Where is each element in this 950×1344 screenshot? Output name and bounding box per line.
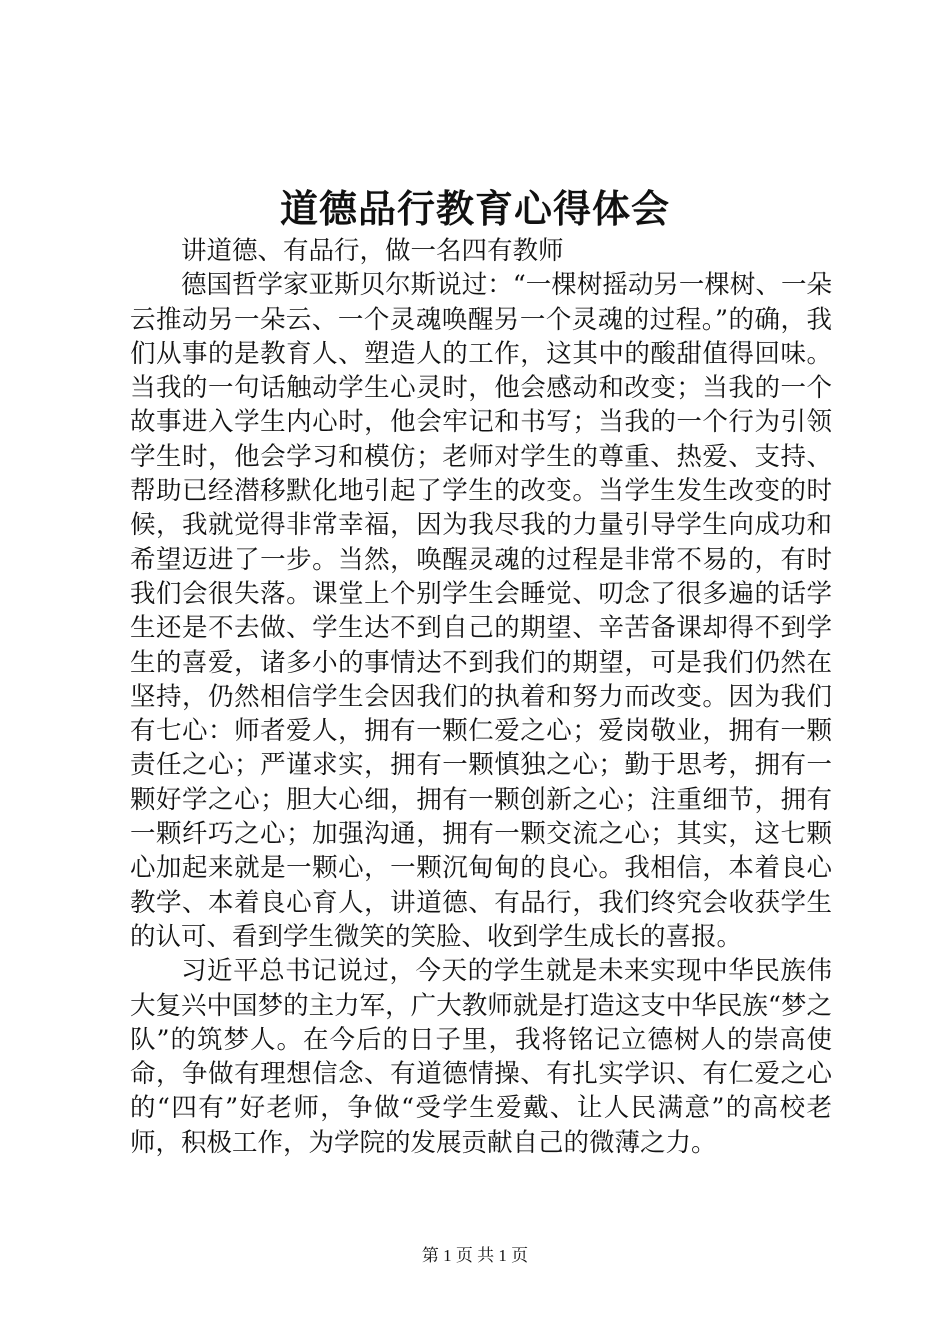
body-paragraph-1: 德国哲学家亚斯贝尔斯说过：“一棵树摇动另一棵树、一朵云推动另一朵云、一个灵魂唤醒另一个灵魂的过程。”的确，我们从事的是教育人、塑造人的工作，这其中的酸甜值得回味。当我的一句话触动学生心灵时，他会感动和改变；当我的一个故事进入学生内心时，他会牢记和书写；当我的一个行为引领学生时，他会学习和模仿；老师对学生的尊重、热爱、支持、帮助已经潜移默化地引起了学生的改变。当学生发生改变的时候，我就觉得非常幸福，因为我尽我的力量引导学生向成功和希望迈进了一步。当然，唤醒灵魂的过程是非常不易的，有时我们会很失落。课堂上个别学生会睡觉、叨念了很多遍的话学生还是不去做、学生达不到自己的期望、辛苦备课却得不到学生的喜爱，诸多小的事情达不到我们的期望，可是我们仍然在坚持，仍然相信学生会因我们的执着和努力而改变。因为我们有七心：师者爱人，拥有一颗仁爱之心；爱岗敬业，拥有一颗责任之心；严谨求实，拥有一颗慎独之心；勤于思考，拥有一颗好学之心；胆大心细，拥有一颗创新之心；注重细节，拥有一颗纤巧之心；加强沟通，拥有一颗交流之心；其实，这七颗心加起来就是一颗心，一颗沉甸甸的良心。我相信，本着良心教学、本着良心育人，讲道德、有品行，我们终究会收获学生的认可、看到学生微笑的笑脸、收到学生成长的喜报。	[130, 270, 832, 952]
page-number-footer: 第 1 页 共 1 页	[421, 1246, 529, 1265]
subtitle-paragraph: 讲道德、有品行，做一名四有教师	[181, 236, 564, 266]
body-paragraph-2: 习近平总书记说过，今天的学生就是未来实现中华民族伟大复兴中国梦的主力军，广大教师就是打造这支中华民族“梦之队”的筑梦人。在今后的日子里，我将铭记立德树人的崇高使命，争做有理想信念、有道德情操、有扎实学识、有仁爱之心的“四有”好老师，争做“受学生爱戴、让人民满意”的高校老师，积极工作，为学院的发展贡献自己的微薄之力。	[130, 956, 832, 1158]
document-title: 道德品行教育心得体会	[279, 186, 670, 231]
document-body	[130, 234, 832, 1160]
